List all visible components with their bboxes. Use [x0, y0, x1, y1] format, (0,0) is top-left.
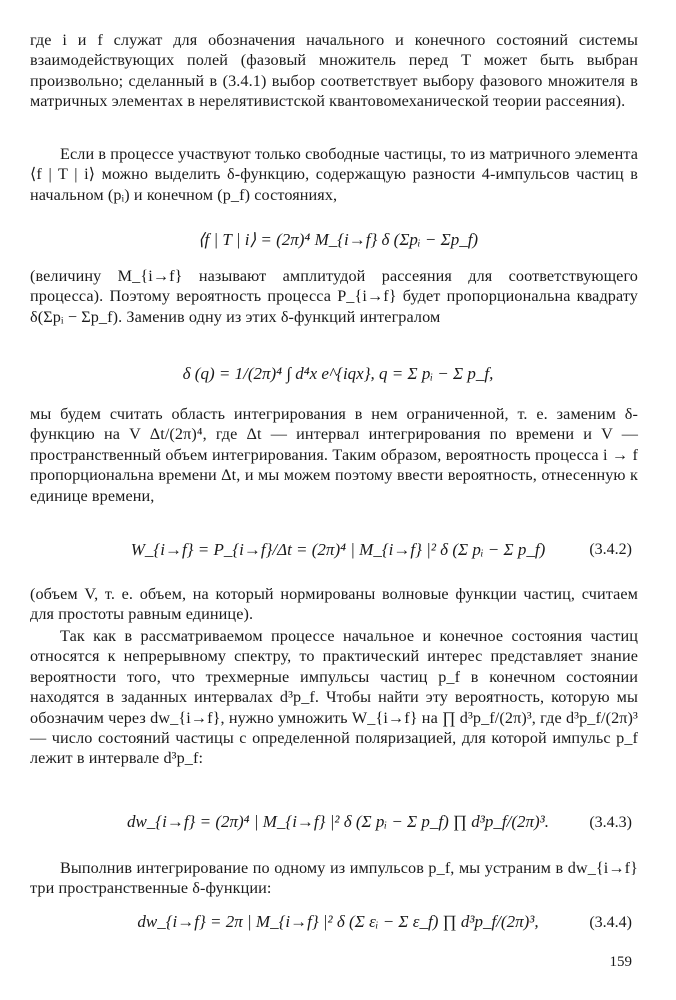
formula-differential-probability: dw_{i→f} = (2π)⁴ | M_{i→f} |² δ (Σ pᵢ − Σ p_f) ∏ d³p_f/(2π)³.: [126, 812, 550, 831]
paragraph-free-particles: Если в процессе участвуют только свободные частицы, то из матричного элемента ⟨f | T | i⟩ можно выделить δ-функцию, содержащую разности 4-импульсов частиц в начальном (pᵢ) и конечном (p_f) состояниях,: [30, 145, 638, 204]
equation-number-3-4-4: (3.4.4): [589, 914, 632, 931]
paragraph-continuous-spectrum: Так как в рассматриваемом процессе начальное и конечное состояния частиц относятся к непрерывному спектру, то практический интерес представляет знание вероятности того, что трехмерные импульсы частиц p_f в конечном состоянии находятся в заданных интервалах d³p_f. Чтобы найти эту вероятность, которую мы обозначим через dw_{i→f}, нужно умножить W_{i→f} на ∏ d³p_f/(2π)³, где d³p_f/(2π)³ — число состояний частицы с определенной поляризацией, для которой импульс p_f лежит в интервале d³p_f:: [30, 627, 638, 768]
formula-probability-per-time: W_{i→f} = P_{i→f}/Δt = (2π)⁴ | M_{i→f} |² δ (Σ pᵢ − Σ p_f): [130, 540, 546, 559]
formula-energy-delta: dw_{i→f} = 2π | M_{i→f} |² δ (Σ εᵢ − Σ ε_f) ∏ d³p_f/(2π)³,: [137, 912, 539, 931]
formula-delta-integral: δ (q) = 1/(2π)⁴ ∫ d⁴x e^{iqx}, q = Σ pᵢ − Σ p_f,: [182, 364, 494, 383]
paragraph-volume-normalization: (объем V, т. е. объем, на который нормированы волновые функции частиц, считаем для простоты равным единице).: [30, 585, 638, 624]
paragraph-initial-final-states: где i и f служат для обозначения начального и конечного состояний системы взаимодействующих полей (фазовый множитель перед T может быть выбран произвольно; сделанный в (3.4.1) выбор соответствует выбору фазового множителя в матричных элементах в нерелятивистской квантовомеханической теории рассеяния).: [30, 31, 638, 111]
equation-number-3-4-2: (3.4.2): [589, 541, 632, 558]
paragraph-integration-volume: мы будем считать область интегрирования в нем ограниченной, т. е. заменим δ-функцию на V Δt/(2π)⁴, где Δt — интервал интегрирования по времени и V — пространственный объем интегрирования. Таким образом, вероятность процесса i → f пропорциональна времени Δt, и мы можем поэтому ввести вероятность, отнесенную к единице времени,: [30, 405, 638, 505]
paragraph-momentum-integration: Выполнив интегрирование по одному из импульсов p_f, мы устраним в dw_{i→f} три пространственные δ-функции:: [30, 859, 638, 898]
page-number: 159: [609, 954, 632, 970]
formula-matrix-element: ⟨f | T | i⟩ = (2π)⁴ M_{i→f} δ (Σpᵢ − Σp_f): [197, 230, 479, 249]
paragraph-scattering-amplitude: (величину M_{i→f} называют амплитудой рассеяния для соответствующего процесса). Поэтому вероятность процесса P_{i→f} будет пропорциональна квадрату δ(Σpᵢ − Σp_f). Заменив одну из этих δ-функций интегралом: [30, 267, 638, 326]
equation-number-3-4-3: (3.4.3): [589, 814, 632, 831]
